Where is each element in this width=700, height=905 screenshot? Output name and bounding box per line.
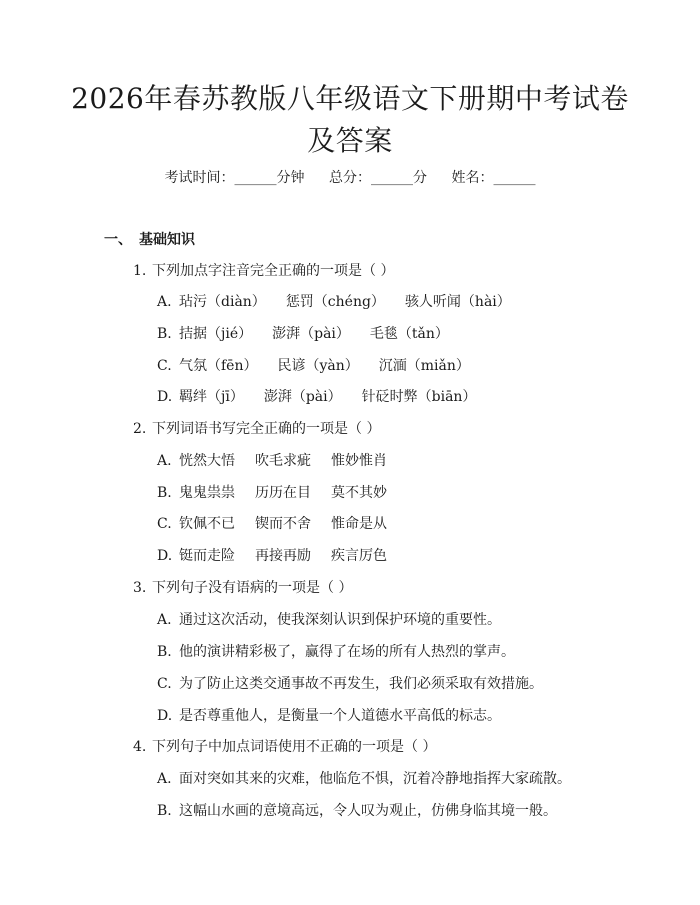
question-4-option-a [157, 769, 591, 789]
question-number: 3. [133, 580, 147, 596]
option-word: 毛毯（tǎn） [369, 326, 449, 342]
section-title: 基础知识 [139, 232, 195, 248]
question-number: 4. [133, 739, 147, 755]
section-heading [104, 230, 195, 250]
total-score: 总分：______分 [329, 170, 427, 186]
question-number: 1. [133, 263, 147, 279]
option-word: 惩罚（chéng） [285, 294, 385, 310]
option-word: 拮据（jié） [179, 326, 253, 342]
question-3-option-d [157, 706, 521, 726]
question-1-option-a [157, 292, 531, 312]
option-word: 锲而不舍 [255, 516, 311, 532]
exam-time: 考试时间：______分钟 [164, 170, 305, 186]
option-label: D. [157, 389, 173, 405]
question-text: 下列句子没有语病的一项是（ ） [152, 580, 353, 596]
option-label: C. [157, 676, 172, 692]
question-1-option-d [157, 387, 496, 407]
option-word: 玷污（diàn） [179, 294, 266, 310]
option-word: 莫不其妙 [331, 485, 387, 501]
option-word: 钦佩不已 [179, 516, 235, 532]
option-sentence: 他的演讲精彩极了，赢得了在场的所有人热烈的掌声。 [179, 644, 515, 660]
question-text: 下列加点字注音完全正确的一项是（ ） [152, 263, 395, 279]
option-label: D. [157, 708, 173, 724]
option-label: A. [157, 771, 172, 787]
option-label: C. [157, 358, 172, 374]
option-label: A. [157, 453, 172, 469]
option-word: 惟妙惟肖 [331, 453, 387, 469]
option-word: 再接再励 [255, 548, 311, 564]
exam-info-line [0, 168, 700, 188]
option-label: C. [157, 516, 172, 532]
question-number: 2. [133, 421, 147, 437]
question-2 [133, 419, 380, 439]
question-1 [133, 261, 394, 281]
option-sentence: 是否尊重他人，是衡量一个人道德水平高低的标志。 [179, 708, 501, 724]
option-sentence: 为了防止这类交通事故不再发生，我们必须采取有效措施。 [179, 676, 543, 692]
option-word: 惟命是从 [331, 516, 387, 532]
option-label: A. [157, 612, 172, 628]
question-1-option-c [157, 356, 490, 376]
option-sentence: 这幅山水画的意境高远，令人叹为观止，仿佛身临其境一般。 [179, 803, 557, 819]
option-label: B. [157, 644, 172, 660]
student-name: 姓名：______ [451, 170, 536, 186]
option-sentence: 面对突如其来的灾难，他临危不惧，沉着冷静地指挥大家疏散。 [179, 771, 571, 787]
option-label: A. [157, 294, 172, 310]
page-title: 2026年春苏教版八年级语文下册期中考试卷及答案 [71, 82, 629, 157]
option-label: B. [157, 803, 172, 819]
option-word: 鬼鬼祟祟 [179, 485, 235, 501]
option-label: B. [157, 326, 172, 342]
question-2-option-b [157, 483, 407, 503]
option-label: D. [157, 548, 173, 564]
question-4-option-b [157, 801, 577, 821]
question-1-option-b [157, 324, 469, 344]
option-word: 澎湃（pài） [272, 326, 350, 342]
option-word: 吹毛求疵 [255, 453, 311, 469]
section-number: 一、 [104, 232, 132, 248]
option-word: 气氛（fēn） [179, 358, 258, 374]
option-word: 恍然大悟 [179, 453, 235, 469]
option-label: B. [157, 485, 172, 501]
option-word: 骇人听闻（hài） [404, 294, 511, 310]
option-word: 历历在目 [255, 485, 311, 501]
question-3-option-c [157, 674, 563, 694]
option-word: 疾言厉色 [331, 548, 387, 564]
option-word: 民谚（yàn） [277, 358, 359, 374]
question-3-option-b [157, 642, 535, 662]
question-3-option-a [157, 610, 521, 630]
question-2-option-c [157, 514, 407, 534]
option-word: 澎湃（pài） [263, 389, 342, 405]
question-4 [133, 737, 436, 757]
option-word: 沉湎（miǎn） [378, 358, 470, 374]
question-text: 下列句子中加点词语使用不正确的一项是（ ） [152, 739, 437, 755]
option-word: 羁绊（jī） [179, 389, 244, 405]
question-text: 下列词语书写完全正确的一项是（ ） [152, 421, 381, 437]
question-2-option-a [157, 451, 407, 471]
option-word: 铤而走险 [179, 548, 235, 564]
option-sentence: 通过这次活动，使我深刻认识到保护环境的重要性。 [179, 612, 501, 628]
question-2-option-d [157, 546, 407, 566]
question-3 [133, 578, 352, 598]
option-word: 针砭时弊（biān） [361, 389, 477, 405]
